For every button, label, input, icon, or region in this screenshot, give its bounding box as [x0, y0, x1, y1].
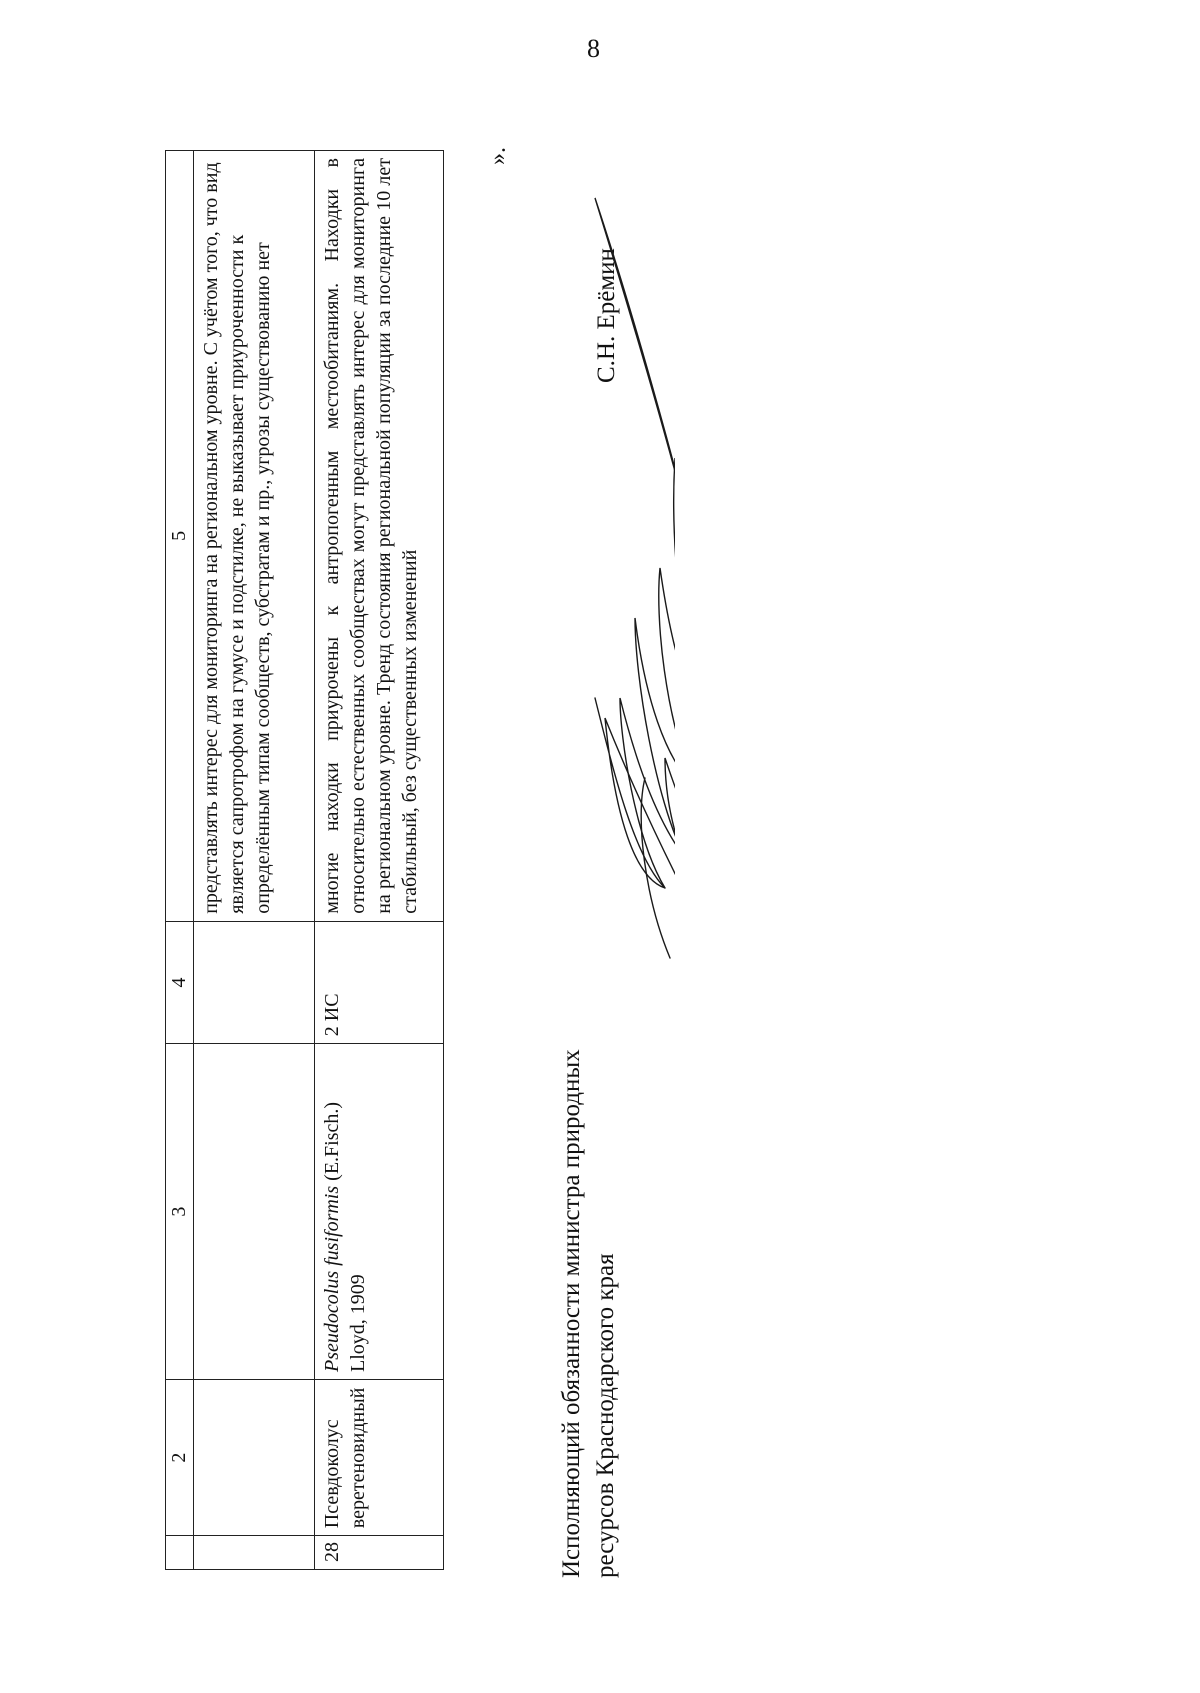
notes-cell: многие находки приурочены к антропогенным местообитаниям. Находки в относительно естественных сообществах могут представлять интерес для мониторинга на региональном уровне. Тренд состояния региональной популяции за последние 10 лет стабильный, без существенных изменений	[315, 151, 444, 922]
header-cell-4: 4	[166, 921, 194, 1043]
handwritten-signature	[165, 128, 675, 1578]
header-cell-2: 2	[166, 1379, 194, 1535]
closing-quote: ».	[485, 147, 511, 165]
russian-name-cell: Псевдоколус веретеновидный	[315, 1379, 444, 1535]
page-number: 8	[587, 34, 600, 63]
signer-name: С.Н. Ерёмин	[593, 248, 620, 383]
latin-name: Pseudocolus fusiformis	[321, 1185, 343, 1372]
authority: (E.Fisch.) Lloyd, 1909	[321, 1101, 369, 1372]
category-cell: 2 ИС	[315, 921, 444, 1043]
notes-cell: представлять интерес для мониторинга на региональном уровне. С учётом того, что вид является сапротрофом на гумусе и подстилке, не выказывает приуроченности к определённым типам сообществ, субстратам и пр., угрозы существованию нет	[194, 151, 315, 922]
rotated-content	[165, 128, 675, 1578]
header-cell-5: 5	[166, 151, 194, 922]
row-number: 28	[315, 1536, 444, 1570]
signature-title: Исполняющий обязанности министра природных ресурсов Краснодарского края	[558, 1049, 619, 1578]
header-cell-3: 3	[166, 1044, 194, 1380]
